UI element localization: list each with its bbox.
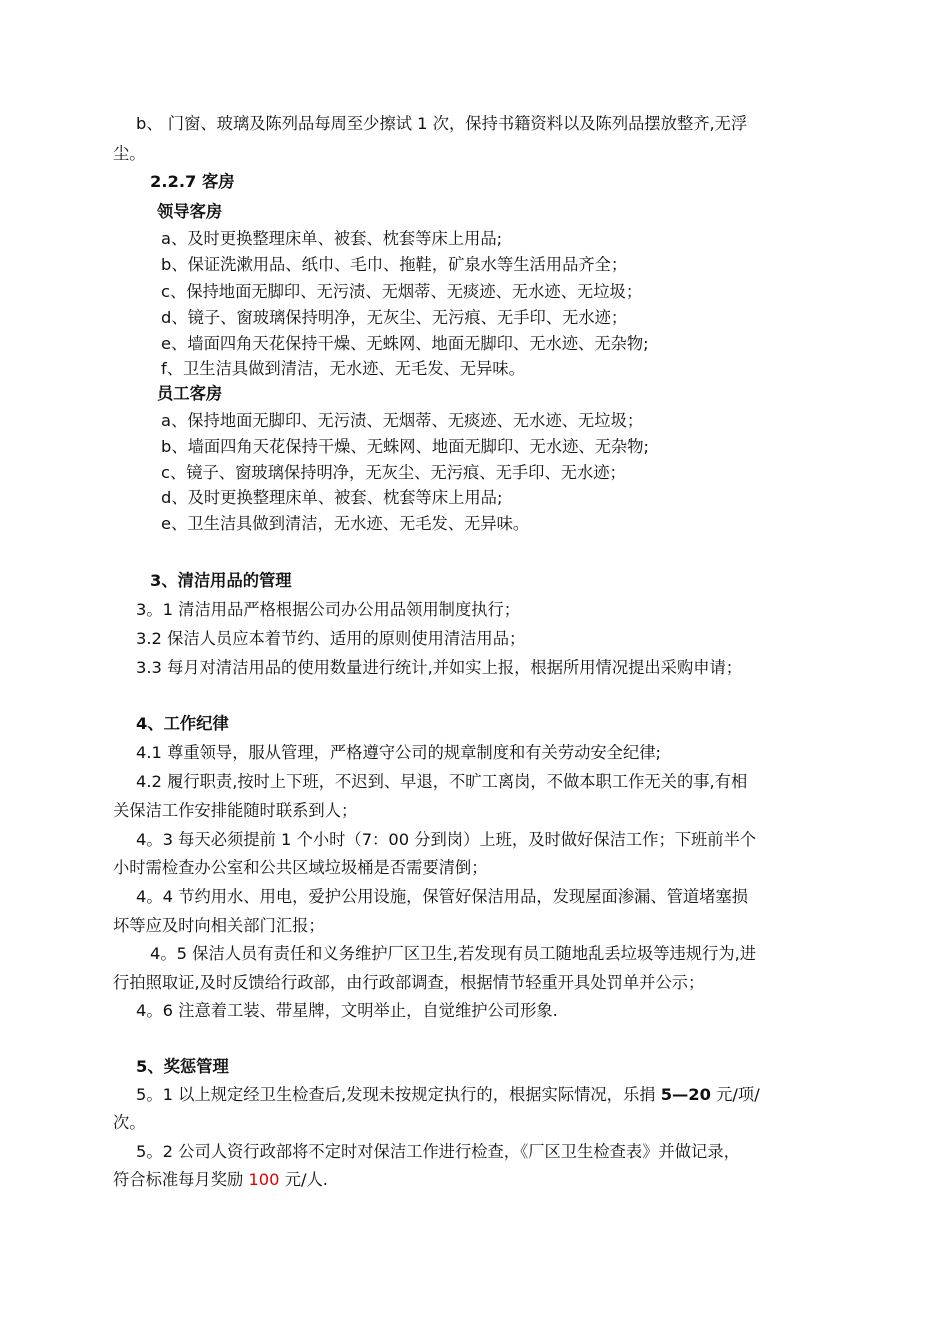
rule-5-2-unit: 元/人. <box>279 1170 328 1189</box>
rule-5-1-unit: 元/项/ <box>710 1085 760 1104</box>
leader-room-item: f、卫生洁具做到清洁，无水迹、无毛发、无异味。 <box>161 359 525 378</box>
cleaning-item-b: b、 门窗、玻璃及陈列品每周至少擦试 1 次，保持书籍资料以及陈列品摆放整齐,无浮 <box>136 114 748 133</box>
cleaning-item-b-continued: 尘。 <box>113 144 146 163</box>
rule-4-5: 4。5 保洁人员有责任和义务维护厂区卫生,若发现有员工随地乱丢垃圾等违规行为,进 <box>150 944 757 963</box>
section-4-heading: 4、工作纪律 <box>136 714 229 733</box>
leader-room-item: c、保持地面无脚印、无污渍、无烟蒂、无痰迹、无水迹、无垃圾； <box>161 282 643 301</box>
rule-4-1: 4.1 尊重领导，服从管理，严格遵守公司的规章制度和有关劳动安全纪律; <box>136 743 661 762</box>
section-3-item: 3.2 保洁人员应本着节约、适用的原则使用清洁用品； <box>136 629 526 648</box>
section-2-2-7-heading: 2.2.7 客房 <box>150 172 235 191</box>
section-3-item: 3。1 清洁用品严格根据公司办公用品领用制度执行； <box>136 600 521 619</box>
rule-5-2-text: 符合标准每月奖励 <box>113 1170 249 1189</box>
rule-5-1-continued: 次。 <box>113 1113 146 1132</box>
reward-amount: 100 <box>248 1170 280 1189</box>
section-3-heading: 3、清洁用品的管理 <box>150 571 292 590</box>
leader-room-item: a、及时更换整理床单、被套、枕套等床上用品; <box>161 229 503 248</box>
rule-4-2-continued: 关保洁工作安排能随时联系到人； <box>113 801 358 820</box>
staff-room-title: 员工客房 <box>157 384 223 403</box>
rule-4-3-continued: 小时需检查办公室和公共区域垃圾桶是否需要清倒； <box>113 858 488 877</box>
leader-room-item: b、保证洗漱用品、纸巾、毛巾、拖鞋，矿泉水等生活用品齐全； <box>161 255 628 274</box>
rule-4-6: 4。6 注意着工装、带星牌，文明举止，自觉维护公司形象. <box>136 1001 558 1020</box>
staff-room-item: b、墙面四角天花保持干燥、无蛛网、地面无脚印、无水迹、无杂物; <box>161 437 649 456</box>
leader-room-item: d、镜子、窗玻璃保持明净，无灰尘、无污痕、无手印、无水迹； <box>161 308 628 327</box>
rule-5-1-text: 5。1 以上规定经卫生检查后,发现未按规定执行的，根据实际情况，乐捐 <box>136 1085 661 1104</box>
section-3-item: 3.3 每月对清洁用品的使用数量进行统计,并如实上报，根据所用情况提出采购申请； <box>136 658 743 677</box>
rule-4-4: 4。4 节约用水、用电，爱护公用设施，保管好保洁用品，发现屋面渗漏、管道堵塞损 <box>136 887 749 906</box>
leader-room-title: 领导客房 <box>157 202 223 221</box>
rule-5-2: 5。2 公司人资行政部将不定时对保洁工作进行检查，《厂区卫生检查表》并做记录， <box>136 1142 740 1161</box>
staff-room-item: a、保持地面无脚印、无污渍、无烟蒂、无痰迹、无水迹、无垃圾； <box>161 411 644 430</box>
rule-5-1-amount: 5—20 <box>660 1085 711 1104</box>
staff-room-item: e、卫生洁具做到清洁，无水迹、无毛发、无异味。 <box>161 514 530 533</box>
section-5-heading: 5、奖惩管理 <box>136 1057 229 1076</box>
rule-4-2: 4.2 履行职责,按时上下班，不迟到、早退，不旷工离岗，不做本职工作无关的事,有相 <box>136 772 748 791</box>
rule-5-2-continued <box>113 1167 328 1193</box>
rule-4-5-continued: 行拍照取证,及时反馈给行政部，由行政部调查，根据情节轻重开具处罚单并公示； <box>113 973 705 992</box>
staff-room-item: d、及时更换整理床单、被套、枕套等床上用品; <box>161 488 503 507</box>
rule-4-4-continued: 坏等应及时向相关部门汇报； <box>113 916 325 935</box>
leader-room-item: e、墙面四角天花保持干燥、无蛛网、地面无脚印、无水迹、无杂物; <box>161 334 649 353</box>
rule-5-1 <box>136 1082 760 1108</box>
rule-4-3: 4。3 每天必须提前 1 个小时（7：00 分到岗）上班，及时做好保洁工作；下班前半个 <box>136 830 757 849</box>
staff-room-item: c、镜子、窗玻璃保持明净，无灰尘、无污痕、无手印、无水迹； <box>161 463 626 482</box>
